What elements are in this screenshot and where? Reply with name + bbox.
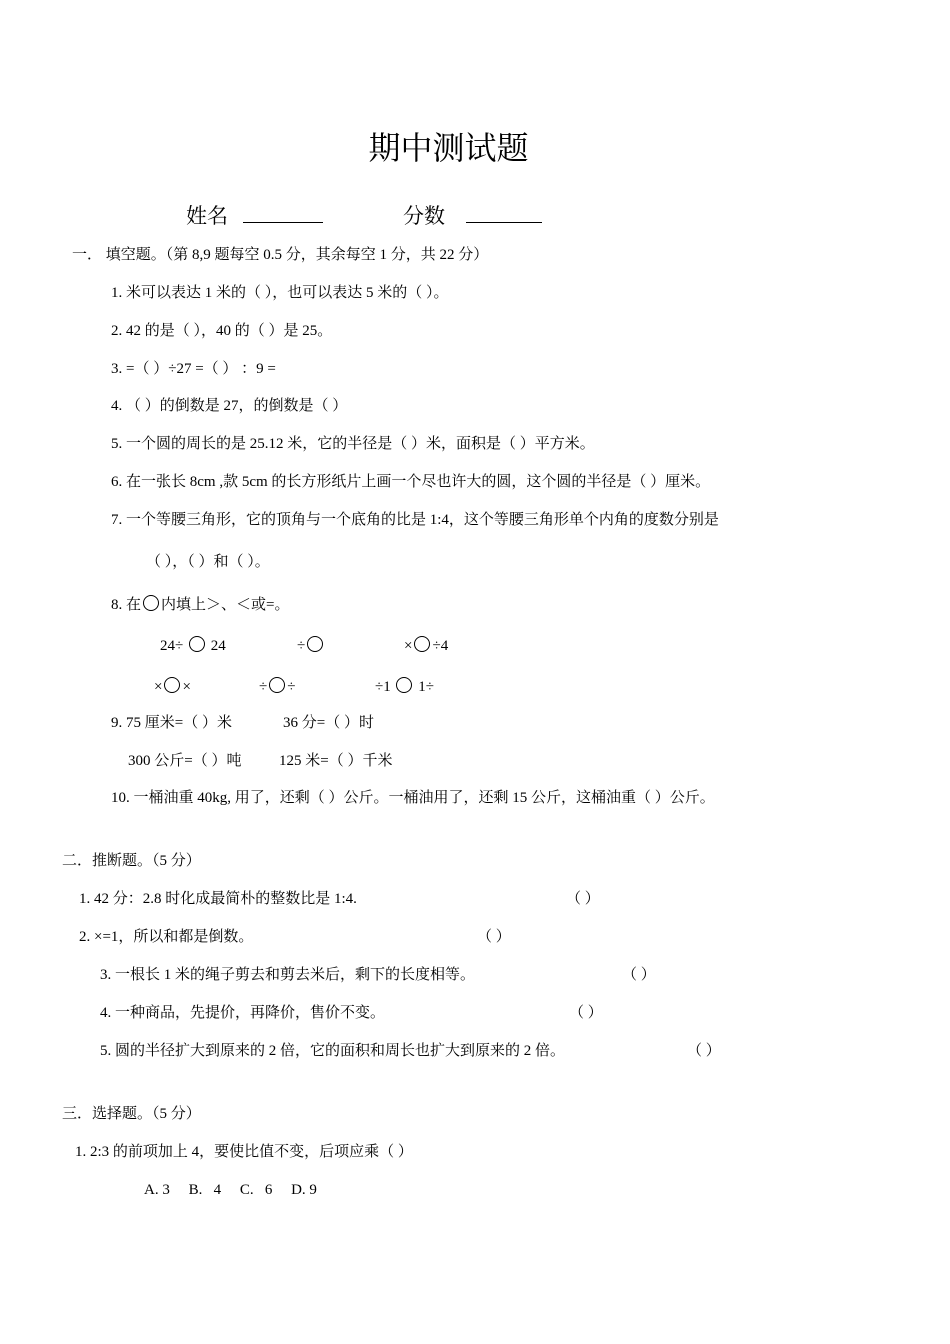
section1-q10: 10. 一桶油重 40kg, 用了，还剩（ ）公斤。一桶油用了，还剩 15 公斤，这桶油重（ ）公斤。 [111,790,715,806]
section2-item-4: 4. 一种商品，先提价，再降价，售价不变。 [100,1005,386,1021]
section1-q4: 4. （ ）的倒数是 27，的倒数是（ ） [111,398,348,414]
name-blank[interactable] [243,202,323,223]
score-field [403,202,542,227]
q8-row1-a-left: 24÷ [160,638,184,654]
q8-row1-a-right: 24 [210,638,226,654]
q8-row1-item-b [297,636,325,654]
q8-prefix: 8. 在 [111,597,142,613]
q8-row1-item-c [404,636,448,654]
circle-icon[interactable] [189,636,205,652]
q8-suffix: 内填上＞、＜或=。 [161,597,290,613]
section1-heading: 一． 填空题。（第 8,9 题每空 0.5 分，其余每空 1 分，共 22 分） [72,247,489,263]
q8-row2-b-right: ÷ [287,679,296,695]
score-blank[interactable] [466,202,542,223]
name-field [186,202,323,227]
section2-item-1: 1. 42 分：2.8 时化成最简朴的整数比是 1:4. [79,891,357,907]
section2-item-3: 3. 一根长 1 米的绳子剪去和剪去米后，剩下的长度相等。 [100,967,476,983]
section2-item-5-mark[interactable]: （ ） [687,1043,721,1059]
section1-q2: 2. 42 的是（ ），40 的（ ）是 25。 [111,323,333,339]
q8-row2-c-right: 1÷ [418,679,434,695]
section1-q1: 1. 米可以表达 1 米的（ ），也可以表达 5 米的（ ）。 [111,285,449,301]
q8-row1-item-a [160,636,226,654]
section1-q6: 6. 在一张长 8cm ,款 5cm 的长方形纸片上画一个尽也许大的圆，这个圆的半径是（ ）厘米。 [111,474,711,490]
circle-icon[interactable] [269,677,285,693]
name-label: 姓名 [186,204,228,228]
section2-item-1-mark[interactable]: （ ） [566,891,600,907]
circle-icon[interactable] [414,636,430,652]
section1-q9-line2b: 125 米=（ ）千米 [279,753,393,769]
q8-row1-c-left: × [404,638,413,654]
section3-heading: 三．选择题。（5 分） [62,1106,201,1122]
section3-q1: 1. 2:3 的前项加上 4，要使比值不变，后项应乘（ ） [75,1144,413,1160]
section2-item-2-mark[interactable]: （ ） [477,929,511,945]
q8-row2-item-c [375,677,434,695]
section2-item-5: 5. 圆的半径扩大到原来的 2 倍，它的面积和周长也扩大到原来的 2 倍。 [100,1043,566,1059]
q8-row2-a-right: × [182,679,191,695]
circle-icon [143,595,159,611]
section1-q5: 5. 一个圆的周长的是 25.12 米，它的半径是（ ）米，面积是（ ）平方米。 [111,436,595,452]
section1-q9-line2a: 300 公斤=（ ）吨 [128,753,242,769]
q8-row2-c-left: ÷1 [375,679,391,695]
section2-item-3-mark[interactable]: （ ） [622,967,656,983]
q8-row2-a-left: × [154,679,163,695]
q8-row2-item-a [154,677,191,695]
circle-icon[interactable] [396,677,412,693]
circle-icon[interactable] [307,636,323,652]
q8-row1-c-right: ÷4 [432,638,449,654]
section1-q7-line2: （ ），（ ）和（ ）。 [146,554,270,570]
section3-q1-options[interactable]: A. 3 B. 4 C. 6 D. 9 [144,1182,317,1198]
q8-row1-b-left: ÷ [297,638,306,654]
section1-q9-line1a: 9. 75 厘米=（ ）米 [111,715,232,731]
section1-q3: 3. =（ ）÷27 =（ ） ：9 = [111,361,276,377]
section1-q7-line1: 7. 一个等腰三角形，它的顶角与一个底角的比是 1:4，这个等腰三角形单个内角的度数分别是 [111,512,719,528]
circle-icon[interactable] [164,677,180,693]
section1-q9-line1b: 36 分=（ ）时 [283,715,374,731]
score-label: 分数 [403,204,445,228]
section2-item-2: 2. ×=1，所以和都是倒数。 [79,929,254,945]
section2-item-4-mark[interactable]: （ ） [569,1005,603,1021]
q8-row2-item-b [259,677,295,695]
q8-row2-b-left: ÷ [259,679,268,695]
page-title: 期中测试题 [368,130,529,166]
section2-heading: 二．推断题。（5 分） [62,853,201,869]
section1-q8 [111,595,289,613]
